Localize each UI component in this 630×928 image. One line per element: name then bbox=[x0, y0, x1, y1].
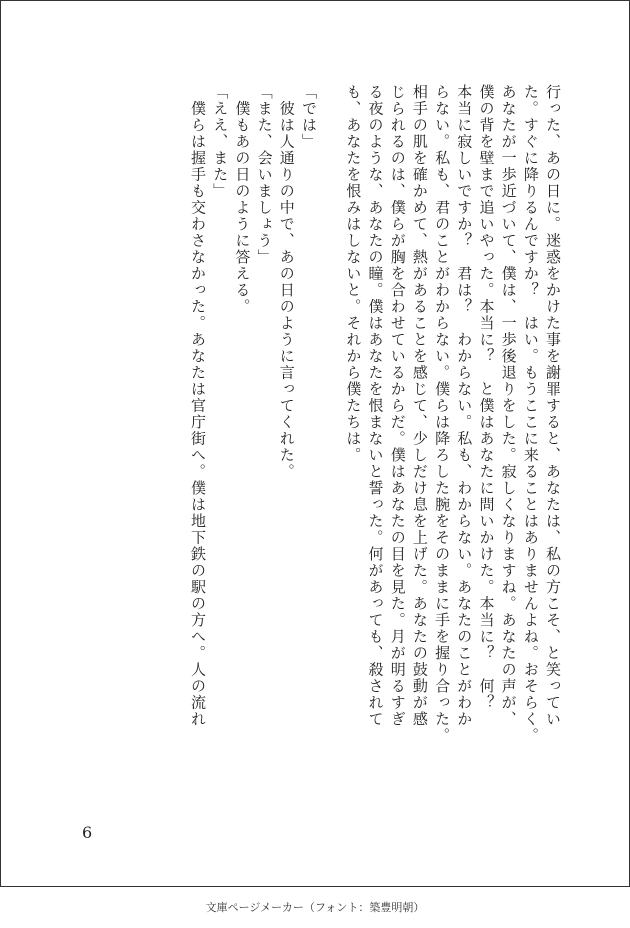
text-line: じられるのは、僕らが胸を合わせているからだ。僕はあなたの目を見た。月が明るすぎ bbox=[388, 84, 407, 728]
text-line: 「では」 bbox=[299, 84, 318, 150]
text-line: らない。私も、君のことがわからない。僕らは降ろした腕をそのままに手を握り合った。 bbox=[433, 84, 452, 744]
text-line: た。すぐに降りるんですか？ はい。もうここに来ることはありませんよね。おそらく。 bbox=[521, 84, 540, 744]
text-line: あなたが一歩近づいて、僕は、一歩後退りをした。寂しくなりますね。あなたの声が、 bbox=[499, 84, 518, 728]
vertical-text-block bbox=[183, 84, 560, 784]
text-line: も、あなたを恨みはしないと。それから僕たちは。 bbox=[344, 84, 363, 464]
text-line: 本当に寂しいですか？ 君は？ わからない。私も、わからない。あなたのことがわか bbox=[455, 84, 474, 728]
footer-caption: 文庫ページメーカー（フォント：築豊明朝） bbox=[205, 901, 425, 914]
text-line: 「ええ、また」 bbox=[211, 84, 230, 200]
text-line-blank bbox=[316, 84, 338, 784]
text-line: る夜のような、あなたの瞳。僕はあなたを恨まないと誓った。何があっても、殺されて bbox=[366, 84, 385, 728]
page-number: 6 bbox=[82, 823, 93, 842]
text-line: 相手の肌を確かめて、熱があることを感じて、少しだけ息を上げた。あなたの鼓動が感 bbox=[410, 84, 429, 728]
text-line: 僕もあの日のように答える。 bbox=[233, 84, 252, 315]
text-line: 僕の背を壁まで追いやった。本当に？ と僕はあなたに問いかけた。本当に？ 何？ bbox=[477, 84, 496, 711]
text-line: 「また、会いましょう」 bbox=[255, 84, 274, 266]
text-line: 彼は人通りの中で、あの日のように言ってくれた。 bbox=[277, 84, 296, 480]
text-line: 行った、あの日に。迷惑をかけた事を謝罪すると、あなたは、私の方こそ、と笑ってい bbox=[544, 84, 562, 728]
text-line: 僕らは握手も交わさなかった。あなたは官庁街へ。僕は地下鉄の駅の方へ。人の流れ bbox=[189, 84, 207, 728]
